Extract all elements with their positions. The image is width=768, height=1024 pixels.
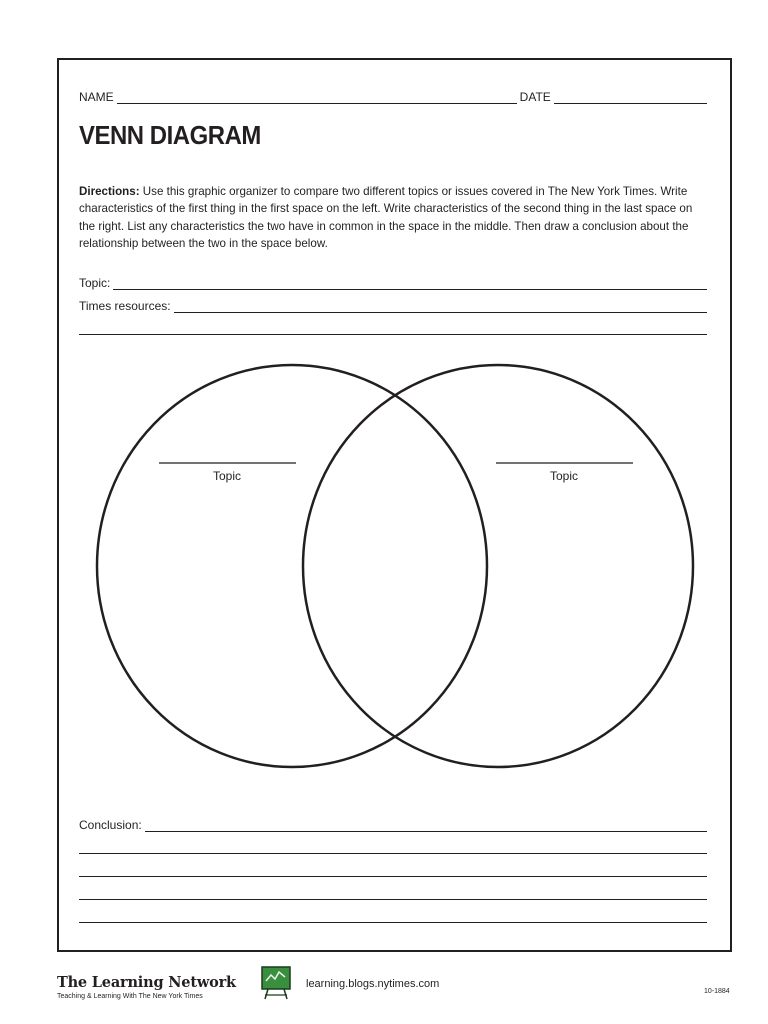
conclusion-line[interactable] [79,922,707,923]
directions-lead: Directions: [79,185,140,198]
conclusion-field[interactable] [145,820,707,832]
right-topic-caption: Topic [549,469,578,483]
times-resources-field[interactable] [174,301,707,313]
directions-text: Use this graphic organizer to compare two different topics or issues covered in The New York Times. Write characteristics of the first thing in the first space on the left. Write characteristics of the second thing in the last space on the right. List any characteristics the two have in common in the space in the middle. Then draw a conclusion about the relationship between the two in the space below. [79,185,693,251]
blank-line[interactable] [79,322,707,335]
document-code: 10-1884 [704,988,730,995]
name-field[interactable] [117,92,517,104]
learning-network-logo [57,974,236,1000]
times-resources-row [79,299,707,313]
footer-url[interactable]: learning.blogs.nytimes.com [306,978,440,990]
brand-tagline: Teaching & Learning With The New York Times [57,993,203,1000]
directions-paragraph [79,183,707,253]
topic-field[interactable] [113,278,707,290]
left-topic-caption: Topic [212,469,241,483]
conclusion-row [79,818,707,832]
name-label: NAME [79,90,114,104]
date-field[interactable] [554,92,707,104]
times-resources-continuation[interactable] [79,322,707,335]
chalkboard-icon [261,966,291,1000]
conclusion-line[interactable] [79,853,707,854]
conclusion-line[interactable] [79,899,707,900]
page-title: VENN DIAGRAM [79,120,261,150]
date-label: DATE [519,90,551,104]
conclusion-line[interactable] [79,876,707,877]
topic-label: Topic: [79,276,111,290]
conclusion-label: Conclusion: [79,818,142,832]
topic-row [79,276,707,290]
brand-title: The Learning Network [57,974,236,991]
name-date-row [79,90,707,104]
times-resources-label: Times resources: [79,299,171,313]
